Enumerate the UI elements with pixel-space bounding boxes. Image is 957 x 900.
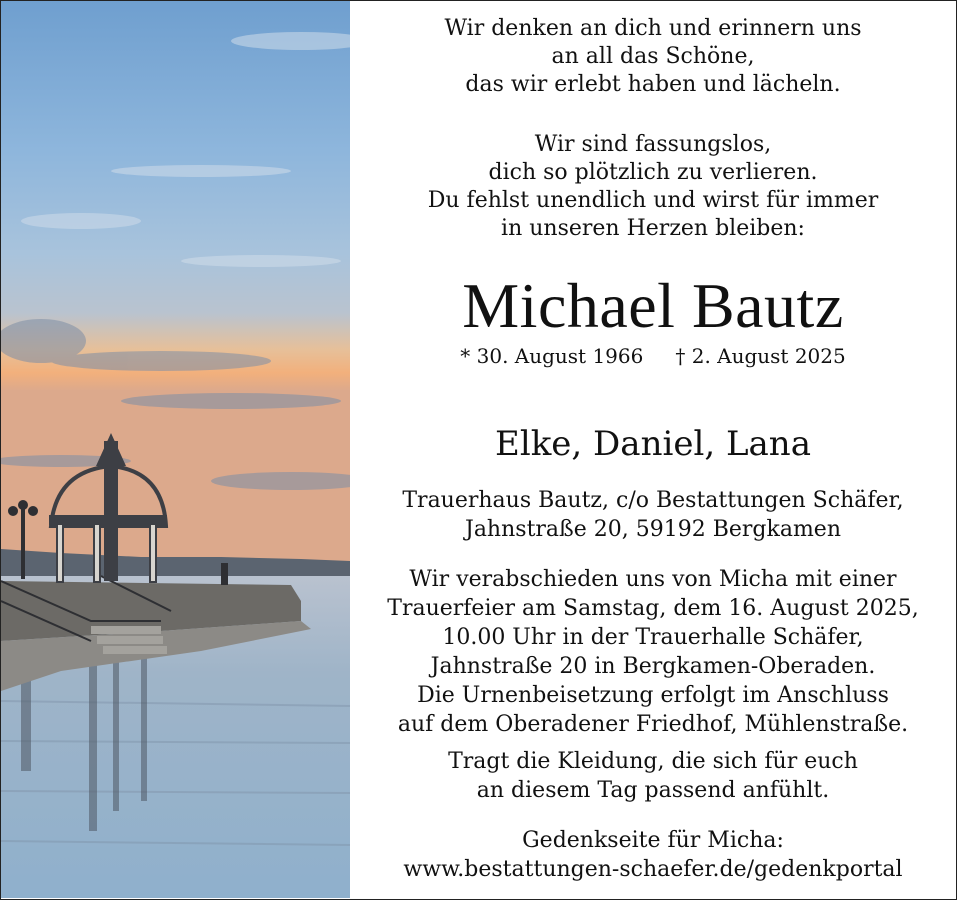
ceremony-line: Die Urnenbeisetzung erfolgt im Anschluss [417,683,889,708]
obituary-text-column [350,1,956,898]
birth-date: * 30. August 1966 [460,344,644,368]
verse-one [350,15,956,99]
ceremony-line: Jahnstraße 20 in Bergkamen-Oberaden. [430,654,876,679]
ceremony-line: auf dem Oberadener Friedhof, Mühlenstraße. [397,712,909,737]
ceremony-line: Trauerfeier am Samstag, dem 16. August 2025, [387,596,919,621]
clothing-line: Tragt die Kleidung, die sich für euch [448,749,858,774]
address-line: Jahnstraße 20, 59192 Bergkamen [465,517,841,542]
pavilion-lake-sunset-image [1,1,350,898]
verse-line: das wir erlebt haben und lächeln. [465,72,841,97]
verse-line: dich so plötzlich zu verlieren. [488,160,818,185]
verse-line: an all das Schöne, [551,44,755,69]
ceremony-block [350,565,956,739]
deceased-name: Michael Bautz [462,270,844,341]
verse-line: Wir sind fassungslos, [534,132,772,157]
verse-two [350,131,956,243]
life-dates [350,343,956,369]
memorial-url[interactable]: www.bestattungen-schaefer.de/gedenkportal [403,857,903,882]
clothing-note [350,747,956,805]
verse-line: Wir denken an dich und erinnern uns [444,16,862,41]
death-date: † 2. August 2025 [675,344,846,368]
memorial-label: Gedenkseite für Micha: [522,828,784,853]
ceremony-line: 10.00 Uhr in der Trauerhalle Schäfer, [442,625,864,650]
address-line: Trauerhaus Bautz, c/o Bestattungen Schäfer, [402,488,904,513]
clothing-line: an diesem Tag passend anfühlt. [476,778,830,803]
family-names: Elke, Daniel, Lana [495,424,811,464]
memorial-block [350,826,956,884]
verse-line: in unseren Herzen bleiben: [501,216,805,241]
verse-line: Du fehlst unendlich und wirst für immer [427,188,879,213]
address-block [350,486,956,544]
ceremony-line: Wir verabschieden uns von Micha mit einer [409,567,897,592]
